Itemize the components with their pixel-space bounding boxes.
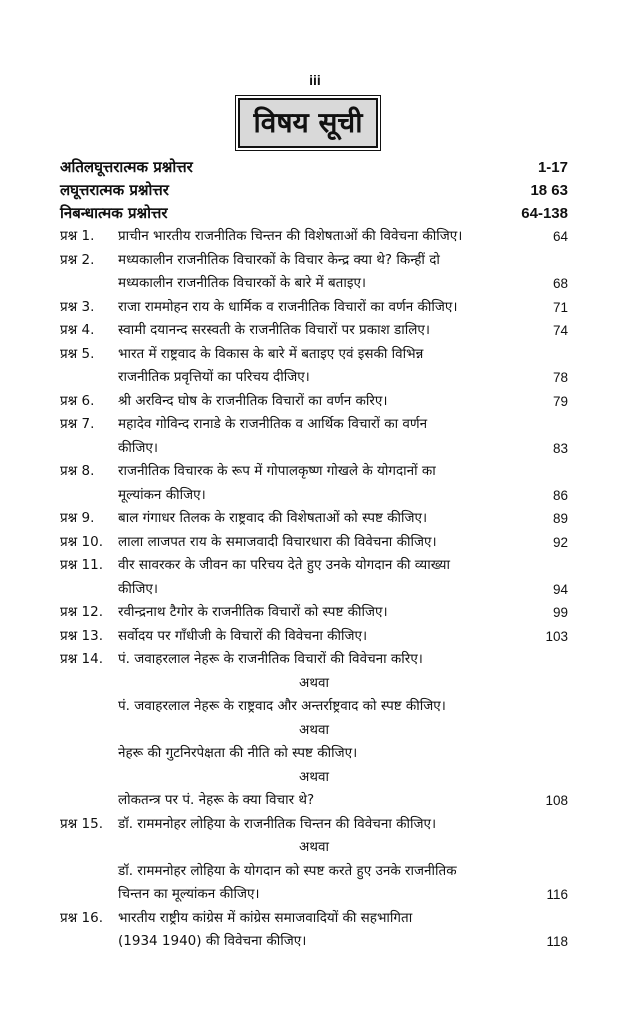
question-text: स्वामी दयानन्द सरस्वती के राजनीतिक विचारों पर प्रकाश डालिए। [118, 322, 430, 338]
question-text: रवीन्द्रनाथ टैगोर के राजनीतिक विचारों को स्पष्ट कीजिए। [118, 604, 388, 620]
question-text: मध्यकालीन राजनीतिक विचारकों के विचार केन्द्र क्या थे? किन्हीं दो [118, 251, 440, 268]
question-entry[interactable] [60, 578, 568, 602]
question-number: प्रश्न 9. [60, 510, 95, 526]
question-text: लोकतन्त्र पर पं. नेहरू के क्या विचार थे? [118, 792, 315, 808]
question-entry[interactable] [60, 601, 568, 625]
question-page: 99 [552, 605, 568, 620]
question-entry[interactable] [60, 648, 568, 672]
question-entry[interactable] [60, 437, 568, 461]
question-number: प्रश्न 4. [60, 322, 95, 338]
section-label: निबन्धात्मक प्रश्नोत्तर [60, 204, 168, 222]
question-text: मूल्यांकन कीजिए। [118, 486, 206, 503]
question-number: प्रश्न 15. [60, 815, 103, 832]
question-page: 68 [552, 276, 568, 291]
question-text: पं. जवाहरलाल नेहरू के राजनीतिक विचारों की विवेचना करिए। [118, 651, 423, 667]
question-entry[interactable] [60, 460, 568, 484]
question-number: प्रश्न 13. [60, 627, 103, 644]
question-number: प्रश्न 16. [60, 909, 103, 926]
question-page: 116 [546, 887, 568, 902]
question-text: सर्वोदय पर गाँधीजी के विचारों की विवेचना कीजिए। [118, 627, 368, 644]
or-separator [60, 672, 568, 696]
question-text: राजनीतिक विचारक के रूप में गोपालकृष्ण गोखले के योगदानों का [118, 463, 436, 479]
question-text: राजा राममोहन राय के धार्मिक व राजनीतिक विचारों का वर्णन कीजिए। [118, 298, 458, 315]
question-entry[interactable] [60, 366, 568, 390]
question-entry[interactable] [60, 390, 568, 414]
or-separator [60, 766, 568, 790]
question-text: वीर सावरकर के जीवन का परिचय देते हुए उनके योगदान की व्याख्या [118, 557, 450, 573]
question-page: 83 [552, 440, 568, 456]
question-number: प्रश्न 2. [60, 251, 95, 268]
question-entry[interactable] [60, 695, 568, 719]
question-number: प्रश्न 12. [60, 604, 103, 620]
question-entry[interactable] [60, 531, 568, 555]
question-text: प्राचीन भारतीय राजनीतिक चिन्तन की विशेषताओं की विवेचना कीजिए। [118, 228, 463, 244]
section-entry[interactable] [60, 179, 568, 202]
section-entry[interactable] [60, 156, 568, 179]
question-entry[interactable] [60, 742, 568, 766]
question-entry[interactable] [60, 225, 568, 249]
section-label: अतिलघूत्तरात्मक प्रश्नोत्तर [60, 158, 193, 176]
question-entry[interactable] [60, 883, 568, 907]
question-text: नेहरू की गुटनिरपेक्षता की नीति को स्पष्ट कीजिए। [118, 745, 358, 761]
question-number: प्रश्न 1. [60, 228, 95, 244]
question-entry[interactable] [60, 930, 568, 954]
section-pages: 1-17 [537, 159, 568, 176]
question-entry[interactable] [60, 343, 568, 367]
question-text: राजनीतिक प्रवृत्तियों का परिचय दीजिए। [118, 369, 310, 385]
question-page: 92 [552, 534, 568, 550]
question-page: 94 [552, 581, 568, 597]
question-text: लाला लाजपत राय के समाजवादी विचारधारा की विवेचना कीजिए। [118, 533, 437, 550]
question-page: 78 [552, 370, 568, 385]
question-entry[interactable] [60, 907, 568, 931]
question-text: भारत में राष्ट्रवाद के विकास के बारे में बताइए एवं इसकी विभिन्न [118, 345, 424, 362]
question-number: प्रश्न 8. [60, 463, 95, 479]
question-page: 86 [552, 487, 568, 503]
question-entry[interactable] [60, 484, 568, 508]
or-separator [60, 719, 568, 743]
question-text: श्री अरविन्द घोष के राजनीतिक विचारों का वर्णन करिए। [118, 392, 388, 409]
question-page: 74 [552, 323, 568, 338]
question-page: 64 [552, 229, 568, 244]
or-label: अथवा [299, 839, 329, 855]
section-label: लघूत्तरात्मक प्रश्नोत्तर [60, 181, 169, 199]
question-entry[interactable] [60, 554, 568, 578]
question-entry[interactable] [60, 813, 568, 837]
question-entry[interactable] [60, 413, 568, 437]
section-pages: 64-138 [521, 205, 568, 222]
or-label: अथवा [299, 768, 329, 785]
question-text: पं. जवाहरलाल नेहरू के राष्ट्रवाद और अन्तर्राष्ट्रवाद को स्पष्ट कीजिए। [118, 698, 446, 714]
question-entry[interactable] [60, 319, 568, 343]
question-text: भारतीय राष्ट्रीय कांग्रेस में कांग्रेस समाजवादियों की सहभागिता [118, 909, 413, 926]
question-text: कीजिए। [118, 580, 158, 597]
question-text: महादेव गोविन्द रानाडे के राजनीतिक व आर्थिक विचारों का वर्णन [118, 416, 428, 432]
question-entry[interactable] [60, 789, 568, 813]
question-entry[interactable] [60, 625, 568, 649]
question-entry[interactable] [60, 249, 568, 273]
section-entry[interactable] [60, 202, 568, 225]
question-page: 118 [546, 934, 568, 949]
question-page: 89 [552, 511, 568, 526]
question-text: मध्यकालीन राजनीतिक विचारकों के बारे में बताइए। [118, 275, 367, 291]
question-number: प्रश्न 6. [60, 392, 95, 409]
question-number: प्रश्न 10. [60, 533, 103, 550]
question-text: चिन्तन का मूल्यांकन कीजिए। [118, 886, 260, 902]
question-text: कीजिए। [118, 439, 158, 456]
question-text: डॉ. राममनोहर लोहिया के राजनीतिक चिन्तन की विवेचना कीजिए। [118, 815, 437, 832]
question-page: 108 [545, 793, 568, 808]
question-number: प्रश्न 7. [60, 416, 95, 432]
question-number: प्रश्न 5. [60, 345, 95, 362]
question-text: डॉ. राममनोहर लोहिया के योगदान को स्पष्ट करते हुए उनके राजनीतिक [118, 862, 457, 879]
question-text: (1934 1940) की विवेचना कीजिए। [118, 933, 307, 949]
question-number: प्रश्न 14. [60, 651, 103, 667]
question-entry[interactable] [60, 272, 568, 296]
question-number: प्रश्न 11. [60, 557, 103, 573]
question-number: प्रश्न 3. [60, 298, 95, 315]
or-label: अथवा [299, 721, 329, 738]
section-pages: 18 63 [530, 182, 568, 199]
question-entry[interactable] [60, 296, 568, 320]
or-separator [60, 836, 568, 860]
question-page: 103 [545, 628, 568, 644]
question-entry[interactable] [60, 860, 568, 884]
or-label: अथवा [299, 674, 329, 691]
question-entry[interactable] [60, 507, 568, 531]
page-title: विषय सूची [238, 98, 378, 148]
page-number: iii [309, 72, 321, 88]
question-page: 71 [552, 299, 568, 315]
question-text: बाल गंगाधर तिलक के राष्ट्रवाद की विशेषताओं को स्पष्ट कीजिए। [118, 510, 428, 526]
question-page: 79 [552, 393, 568, 409]
table-of-contents [60, 156, 568, 954]
